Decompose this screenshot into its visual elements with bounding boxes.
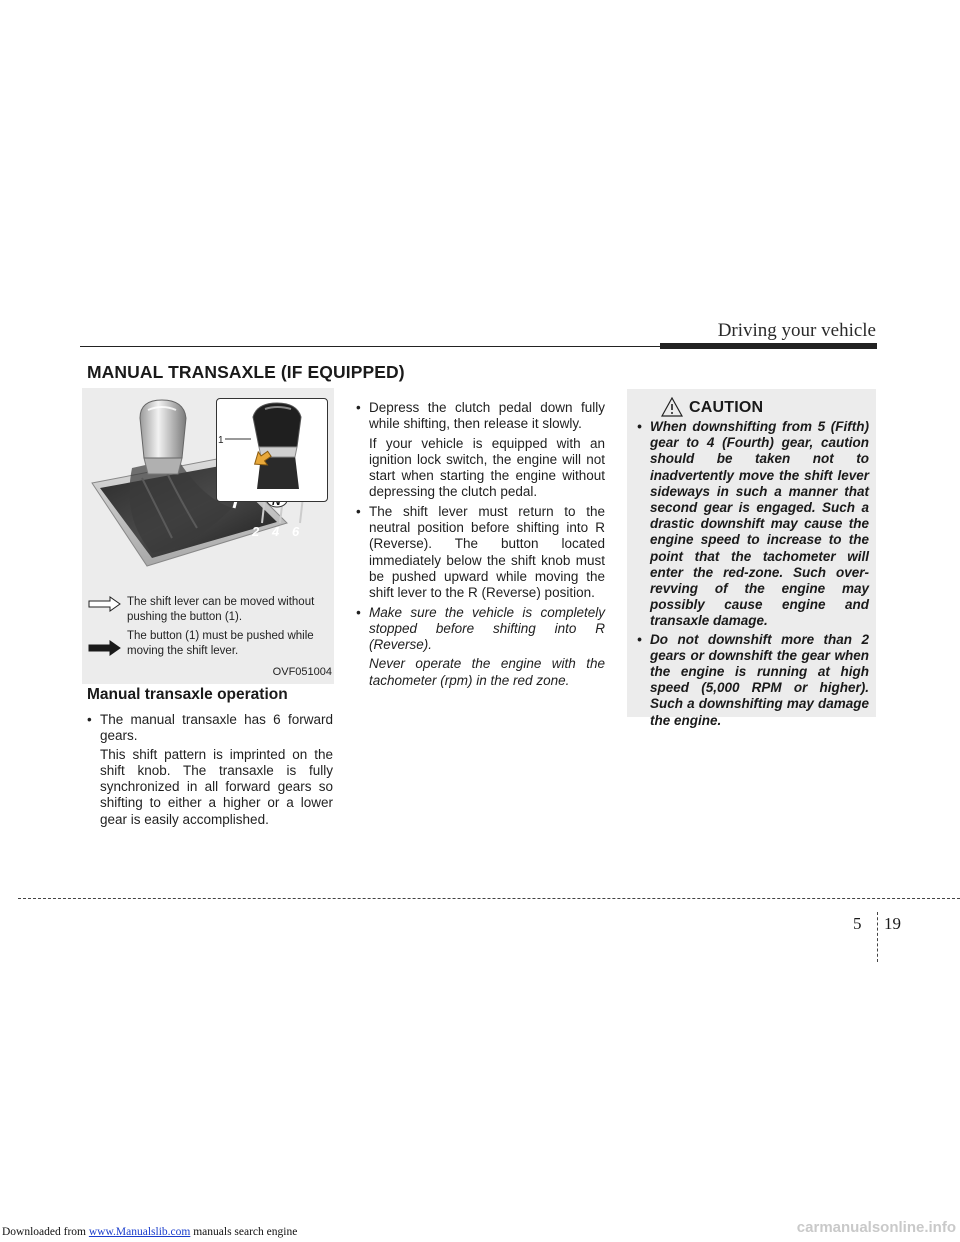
bullet-item: • Make sure the vehicle is completely stopped before shifting into R (Reverse). <box>356 604 605 653</box>
chapter-heading: MANUAL TRANSAXLE (IF EQUIPPED) <box>87 362 405 382</box>
outline-arrow-icon <box>88 596 122 612</box>
legend-text: The button (1) must be pushed while moving the shift lever. <box>127 630 314 657</box>
figure-code: OVF051004 <box>272 666 332 678</box>
caution-box <box>627 389 876 728</box>
legend-text: The shift lever can be moved without pushing the button (1). <box>127 596 315 623</box>
gear-label-2: 2 <box>252 524 260 539</box>
footer-rule <box>18 898 960 899</box>
gear-label-6: 6 <box>292 524 300 539</box>
knob-detail-illustration <box>217 399 327 501</box>
solid-arrow-icon <box>88 640 122 656</box>
watermark: carmanualsonline.info <box>796 1219 956 1236</box>
download-notice: Downloaded from www.Manualslib.com manuals search engine <box>2 1226 298 1238</box>
knob-detail-inset <box>216 398 328 502</box>
chapter-number: 5 <box>853 914 862 933</box>
section-title-header: Driving your vehicle <box>717 320 876 341</box>
bullet-item: • When downshifting from 5 (Fifth) gear to 4 (Fourth) gear, caution should be taken not to inadvertently move the shift lever sideways in such a manner that second gear is engaged. Such a drastic downshift may cause the engine speed to increase to the point that the tachometer will enter the red-zone. Such over-revving of the engine may possibly cause engine and transaxle damage. <box>637 419 869 629</box>
bullet-item: • Depress the clutch pedal down fully while shifting, then release it slowly. <box>356 400 605 432</box>
warning-triangle-icon <box>661 397 683 417</box>
caution-body <box>637 419 869 731</box>
paragraph: This shift pattern is imprinted on the shift knob. The transaxle is fully synchronized in all forward gears so shifting to either a higher or a lower gear is easily accomplished. <box>100 746 333 827</box>
manualslib-link[interactable]: www.Manualslib.com <box>88 1226 191 1238</box>
header-rule-thick <box>660 343 877 349</box>
callout-number: 1 <box>218 435 224 446</box>
paragraph: If your vehicle is equipped with an ignition lock switch, the engine will not start when starting the engine without depressing the clutch pedal. <box>369 435 605 500</box>
subheading: Manual transaxle operation <box>87 686 288 703</box>
caution-title: CAUTION <box>689 399 764 416</box>
bullet-item: • The shift lever must return to the neutral position before shifting into R (Reverse). The button located immediately below the shift knob must be pushed upward while moving the shift lever to the R (Reverse) position. <box>356 503 605 601</box>
bullet-item: • Do not downshift more than 2 gears or downshift the gear when the engine is running at high speed (5,000 RPM or higher). Such a downshifting may damage the engine. <box>637 631 869 728</box>
bullet-item: • The manual transaxle has 6 forward gears. <box>87 712 333 744</box>
paragraph: Never operate the engine with the tachometer (rpm) in the red zone. <box>369 656 605 688</box>
figure-panel <box>82 388 334 684</box>
text-column-1 <box>87 712 333 828</box>
header-rule <box>80 346 660 347</box>
page-number: 19 <box>884 914 901 933</box>
gear-label-4: 4 <box>272 524 280 539</box>
footer-divider <box>877 912 878 962</box>
text-column-2 <box>356 400 605 689</box>
